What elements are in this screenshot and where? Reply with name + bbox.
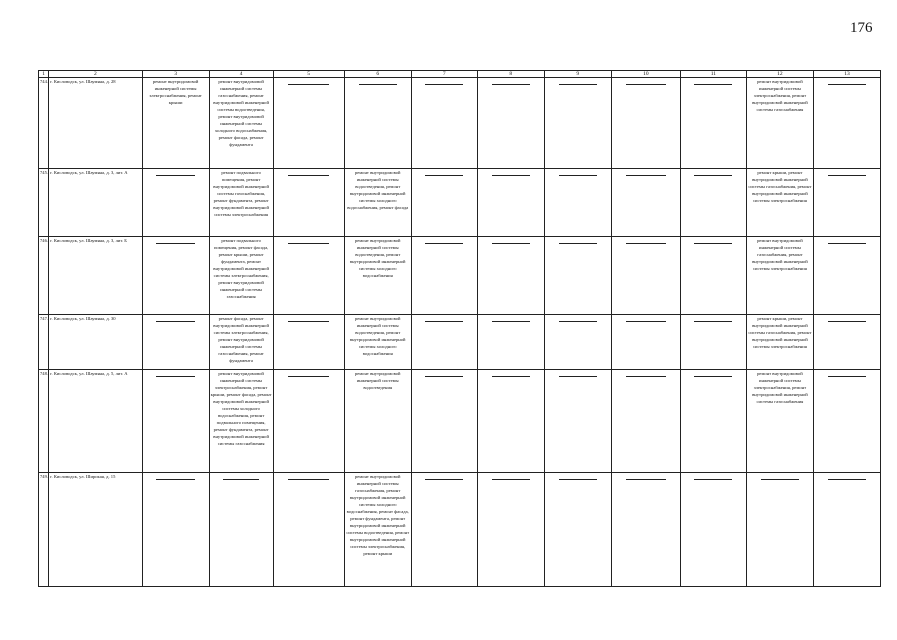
empty-dash-cell (611, 370, 680, 473)
address-cell: г. Кисловодск, ул. Шаумяна, д. 5, лит. А (49, 370, 142, 473)
repair-work-cell: ремонт крыши, ремонт внутридомовой инженерной системы газоснабжения, ремонт внутридомовой инженерной системы электроснабжения (746, 315, 813, 370)
address-cell: г. Кисловодск, ул. Шаумяна, д. 30 (49, 315, 142, 370)
row-number-cell: 744. (39, 78, 49, 169)
repair-work-cell: ремонт внутридомовой инженерной системы газоснабжения, ремонт внутридомовой инженерной системы водоотведения, ремонт внутридомовой инженерной системы холодного водоснабжения, ремонт фасада, ремонт фундамента (209, 78, 273, 169)
dash-mark (828, 243, 866, 244)
dash-mark (425, 243, 463, 244)
empty-dash-cell (544, 473, 611, 587)
dash-mark (288, 84, 329, 85)
dash-mark (492, 175, 530, 176)
empty-dash-cell (611, 237, 680, 315)
dash-mark (425, 376, 463, 377)
empty-dash-cell (142, 237, 209, 315)
dash-mark (694, 175, 732, 176)
repair-work-cell: ремонт подвального помещения, ремонт фасада, ремонт крыши, ремонт фундамента, ремонт внутридомовой инженерной системы электроснабжения, ремонт внутридомовой инженерной системы газоснабжения (209, 237, 273, 315)
table-row (39, 370, 881, 473)
empty-dash-cell (477, 370, 544, 473)
column-number: 5 (273, 71, 344, 78)
empty-dash-cell (611, 169, 680, 237)
dash-mark (288, 376, 329, 377)
empty-dash-cell (273, 315, 344, 370)
dash-mark (828, 84, 866, 85)
empty-dash-cell (411, 473, 477, 587)
empty-dash-cell (813, 169, 880, 237)
empty-dash-cell (544, 237, 611, 315)
repair-work-cell: ремонт крыши, ремонт внутридомовой инженерной системы газоснабжения, ремонт внутридомовой инженерной системы электроснабжения (746, 169, 813, 237)
empty-dash-cell (273, 169, 344, 237)
empty-dash-cell (477, 169, 544, 237)
page-number: 176 (850, 20, 873, 36)
dash-mark (761, 479, 799, 480)
repair-work-cell: ремонт внутридомовой инженерной системы электроснабжения, ремонт крыши, ремонт фасада, ремонт внутридомовой инженерной системы холодного водоснабжения, ремонт подвального помещения, ремонт фундамента, ремонт внутридомовой инженерной системы газоснабжения (209, 370, 273, 473)
dash-mark (425, 175, 463, 176)
dash-mark (492, 84, 530, 85)
repair-work-cell: ремонт внутридомовой инженерной системы электроснабжения, ремонт крыши (142, 78, 209, 169)
dash-mark (288, 175, 329, 176)
empty-dash-cell (411, 237, 477, 315)
column-number: 12 (746, 71, 813, 78)
empty-dash-cell (411, 169, 477, 237)
repair-work-cell: ремонт внутридомовой инженерной системы электроснабжения, ремонт внутридомовой инженерной системы газоснабжения (746, 370, 813, 473)
column-number-row (39, 71, 881, 78)
empty-dash-cell (813, 78, 880, 169)
dash-mark (492, 321, 530, 322)
column-number: 1 (39, 71, 49, 78)
dash-mark (288, 243, 329, 244)
empty-dash-cell (142, 315, 209, 370)
repair-work-cell: ремонт внутридомовой инженерной системы водоотведения, ремонт внутридомовой инженерной системы холодного водоснабжения (344, 315, 411, 370)
column-number: 7 (411, 71, 477, 78)
empty-dash-cell (273, 237, 344, 315)
address-cell: г. Кисловодск, ул. Шаумяна, д. 3, лит. А (49, 169, 142, 237)
empty-dash-cell (680, 315, 746, 370)
dash-mark (288, 479, 329, 480)
dash-mark (156, 376, 194, 377)
row-number-cell: 747. (39, 315, 49, 370)
empty-dash-cell (344, 78, 411, 169)
empty-dash-cell (544, 370, 611, 473)
repair-work-cell: ремонт внутридомовой инженерной системы газоснабжения, ремонт внутридомовой инженерной системы электроснабжения (746, 237, 813, 315)
empty-dash-cell (544, 78, 611, 169)
dash-mark (828, 321, 866, 322)
empty-dash-cell (273, 78, 344, 169)
dash-mark (694, 243, 732, 244)
empty-dash-cell (411, 370, 477, 473)
address-cell: г. Кисловодск, ул. Шаумяна, д. 3, лит. Б (49, 237, 142, 315)
empty-dash-cell (142, 473, 209, 587)
repair-work-cell: ремонт фасада, ремонт внутридомовой инженерной системы электроснабжения, ремонт внутридомовой инженерной системы газоснабжения, ремонт фундамента (209, 315, 273, 370)
repair-work-cell: ремонт внутридомовой инженерной системы водоотведения, ремонт внутридомовой инженерной системы холодного водоснабжения, ремонт фасада (344, 169, 411, 237)
dash-mark (492, 479, 530, 480)
address-cell: г. Кисловодск, ул. Широкая, д. 15 (49, 473, 142, 587)
empty-dash-cell (813, 473, 880, 587)
dash-mark (626, 84, 666, 85)
dash-mark (156, 479, 194, 480)
empty-dash-cell (142, 169, 209, 237)
dash-mark (559, 243, 597, 244)
empty-dash-cell (680, 78, 746, 169)
dash-mark (156, 243, 194, 244)
empty-dash-cell (746, 473, 813, 587)
empty-dash-cell (680, 370, 746, 473)
address-cell: г. Кисловодск, ул. Шаумяна, д. 28 (49, 78, 142, 169)
empty-dash-cell (680, 169, 746, 237)
dash-mark (828, 479, 866, 480)
dash-mark (828, 376, 866, 377)
dash-mark (425, 479, 463, 480)
table-row (39, 169, 881, 237)
dash-mark (694, 84, 732, 85)
dash-mark (492, 376, 530, 377)
dash-mark (626, 376, 666, 377)
column-number: 10 (611, 71, 680, 78)
dash-mark (559, 479, 597, 480)
repair-work-cell: ремонт внутридомовой инженерной системы электроснабжения, ремонт внутридомовой инженерной системы газоснабжения (746, 78, 813, 169)
column-number: 3 (142, 71, 209, 78)
empty-dash-cell (477, 78, 544, 169)
dash-mark (559, 84, 597, 85)
empty-dash-cell (813, 237, 880, 315)
empty-dash-cell (477, 473, 544, 587)
dash-mark (694, 376, 732, 377)
table-row (39, 473, 881, 587)
empty-dash-cell (411, 78, 477, 169)
dash-mark (626, 321, 666, 322)
empty-dash-cell (611, 473, 680, 587)
empty-dash-cell (544, 315, 611, 370)
column-number: 11 (680, 71, 746, 78)
dash-mark (425, 321, 463, 322)
column-number: 9 (544, 71, 611, 78)
empty-dash-cell (544, 169, 611, 237)
empty-dash-cell (273, 370, 344, 473)
dash-mark (694, 479, 732, 480)
empty-dash-cell (813, 370, 880, 473)
dash-mark (626, 243, 666, 244)
dash-mark (359, 84, 397, 85)
empty-dash-cell (273, 473, 344, 587)
row-number-cell: 748. (39, 370, 49, 473)
dash-mark (288, 321, 329, 322)
empty-dash-cell (477, 315, 544, 370)
dash-mark (559, 376, 597, 377)
dash-mark (694, 321, 732, 322)
table-row (39, 237, 881, 315)
dash-mark (223, 479, 260, 480)
row-number-cell: 745. (39, 169, 49, 237)
repair-register-table (38, 70, 881, 587)
dash-mark (156, 175, 194, 176)
empty-dash-cell (680, 237, 746, 315)
dash-mark (492, 243, 530, 244)
dash-mark (626, 175, 666, 176)
empty-dash-cell (411, 315, 477, 370)
repair-work-cell: ремонт внутридомовой инженерной системы водоотведения, ремонт внутридомовой инженерной системы холодного водоснабжения (344, 237, 411, 315)
dash-mark (156, 321, 194, 322)
empty-dash-cell (611, 315, 680, 370)
column-number: 4 (209, 71, 273, 78)
dash-mark (626, 479, 666, 480)
column-number: 2 (49, 71, 142, 78)
table-row (39, 315, 881, 370)
column-number: 8 (477, 71, 544, 78)
repair-work-cell: ремонт подвального помещения, ремонт внутридомовой инженерной системы газоснабжения, ремонт фундамента, ремонт внутридомовой инженерной системы электроснабжения (209, 169, 273, 237)
empty-dash-cell (813, 315, 880, 370)
empty-dash-cell (142, 370, 209, 473)
dash-mark (828, 175, 866, 176)
column-number: 6 (344, 71, 411, 78)
empty-dash-cell (611, 78, 680, 169)
repair-work-cell: ремонт внутридомовой инженерной системы водоотведения (344, 370, 411, 473)
repair-work-cell: ремонт внутридомовой инженерной системы газоснабжения, ремонт внутридомовой инженерной системы холодного водоснабжения, ремонт фасада, ремонт фундамента, ремонт внутридомовой инженерной системы водоотведения, ремонт внутридомовой инженерной системы электроснабжения, ремонт крыши (344, 473, 411, 587)
empty-dash-cell (477, 237, 544, 315)
dash-mark (425, 84, 463, 85)
table-row (39, 78, 881, 169)
row-number-cell: 749. (39, 473, 49, 587)
empty-dash-cell (209, 473, 273, 587)
column-number: 13 (813, 71, 880, 78)
dash-mark (559, 321, 597, 322)
dash-mark (559, 175, 597, 176)
empty-dash-cell (680, 473, 746, 587)
row-number-cell: 746. (39, 237, 49, 315)
